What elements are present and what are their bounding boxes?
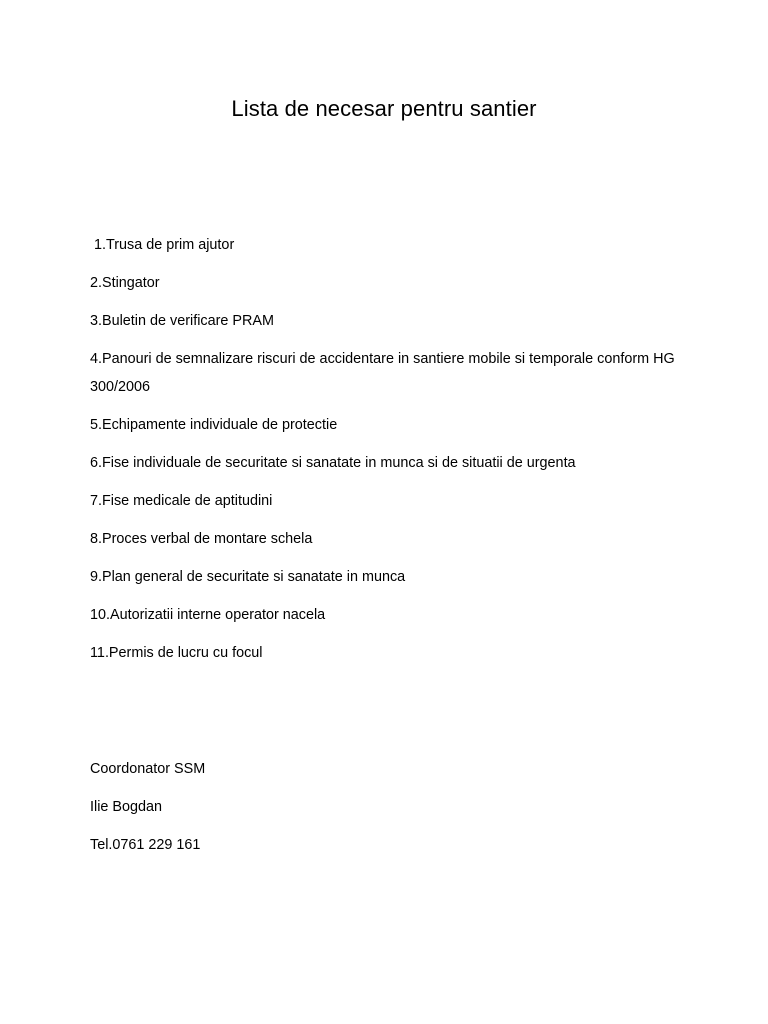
- list-item: 1.Trusa de prim ajutor: [94, 237, 235, 253]
- list-item: 10.Autorizatii interne operator nacela: [90, 607, 326, 623]
- signature-block: [90, 755, 690, 869]
- list-item: 8.Proces verbal de montare schela: [90, 531, 313, 547]
- list-item: 2.Stingator: [90, 275, 160, 291]
- list-item: 3.Buletin de verificare PRAM: [90, 313, 274, 329]
- list-item: 9.Plan general de securitate si sanatate in munca: [90, 569, 406, 585]
- list-item: 7.Fise medicale de aptitudini: [90, 493, 273, 509]
- list-item: 5.Echipamente individuale de protectie: [90, 417, 338, 433]
- list-item: 4.Panouri de semnalizare riscuri de accidentare in santiere mobile si temporale conform HG 300/2006: [90, 351, 675, 395]
- list-item: 6.Fise individuale de securitate si sanatate in munca si de situatii de urgenta: [90, 455, 576, 471]
- requirements-list: [90, 231, 690, 677]
- list-item: 11.Permis de lucru cu focul: [90, 645, 263, 661]
- signature-phone: Tel.0761 229 161: [90, 837, 201, 853]
- signature-name: Ilie Bogdan: [90, 799, 163, 815]
- signature-role: Coordonator SSM: [90, 761, 206, 777]
- document-title: Lista de necesar pentru santier: [231, 96, 537, 121]
